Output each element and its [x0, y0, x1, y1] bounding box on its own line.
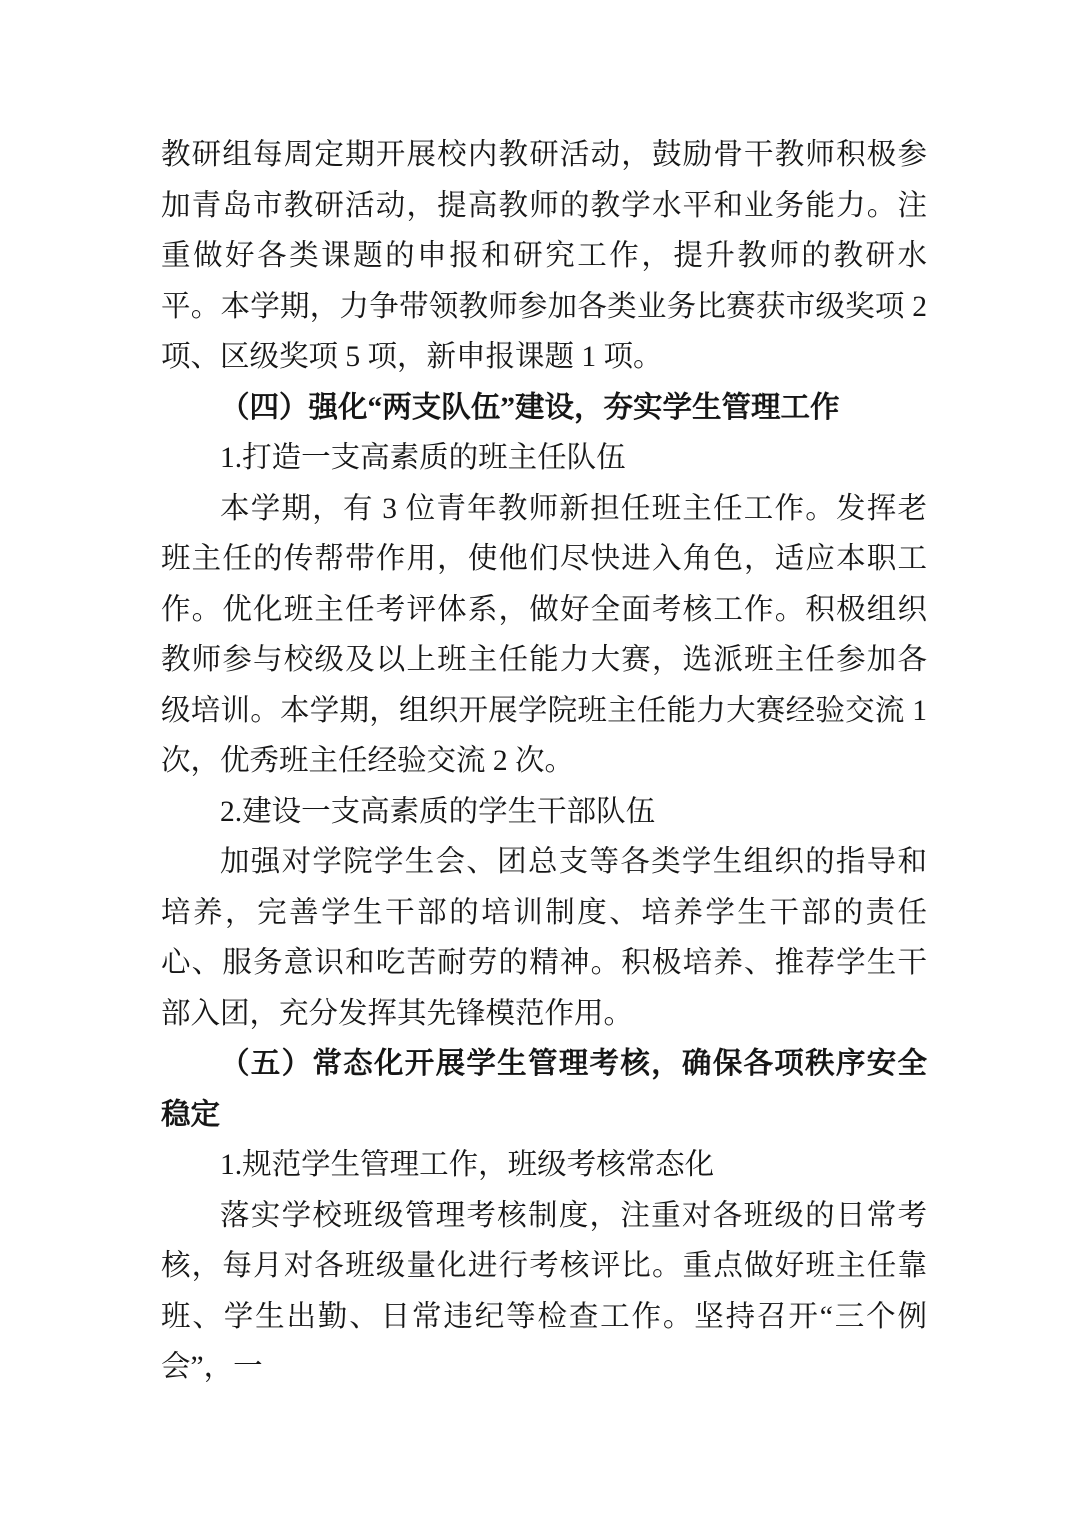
- section-heading-five: （五）常态化开展学生管理考核，确保各项秩序安全稳定: [161, 1048, 927, 1131]
- paragraph-class-teacher-team: 本学期，有 3 位青年教师新担任班主任工作。发挥老班主任的传帮带作用，使他们尽快进入角色，适应本职工作。优化班主任考评体系，做好全面考核工作。积极组织教师参与校级及以上班主任能力大赛，选派班主任参加各级培训。本学期，组织开展学院班主任能力大赛经验交流 1 次，优秀班主任经验交流 2 次。: [161, 492, 927, 777]
- paragraph-student-cadre-team: 加强对学院学生会、团总支等各类学生组织的指导和培养，完善学生干部的培训制度、培养学生干部的责任心、服务意识和吃苦耐劳的精神。积极培养、推荐学生干部入团，充分发挥其先锋模范作用。: [161, 846, 927, 1030]
- section-heading-four: （四）强化“两支队伍”建设，夯实学生管理工作: [220, 391, 840, 424]
- subsection-heading-1-class-teacher-team: 1.打造一支高素质的班主任队伍: [220, 442, 626, 474]
- subsection-heading-1-student-management: 1.规范学生管理工作，班级考核常态化: [220, 1149, 715, 1181]
- paragraph-student-management: 落实学校班级管理考核制度，注重对各班级的日常考核，每月对各班级量化进行考核评比。重点做好班主任靠班、学生出勤、日常违纪等检查工作。坚持召开“三个例会”，一: [161, 1199, 927, 1383]
- paragraph-continuation: 教研组每周定期开展校内教研活动，鼓励骨干教师积极参加青岛市教研活动，提高教师的教学水平和业务能力。注重做好各类课题的申报和研究工作，提升教师的教研水平。本学期，力争带领教师参加各类业务比赛获市级奖项 2 项、区级奖项 5 项，新申报课题 1 项。: [161, 139, 927, 373]
- subsection-heading-2-student-cadre-team: 2.建设一支高素质的学生干部队伍: [220, 795, 656, 828]
